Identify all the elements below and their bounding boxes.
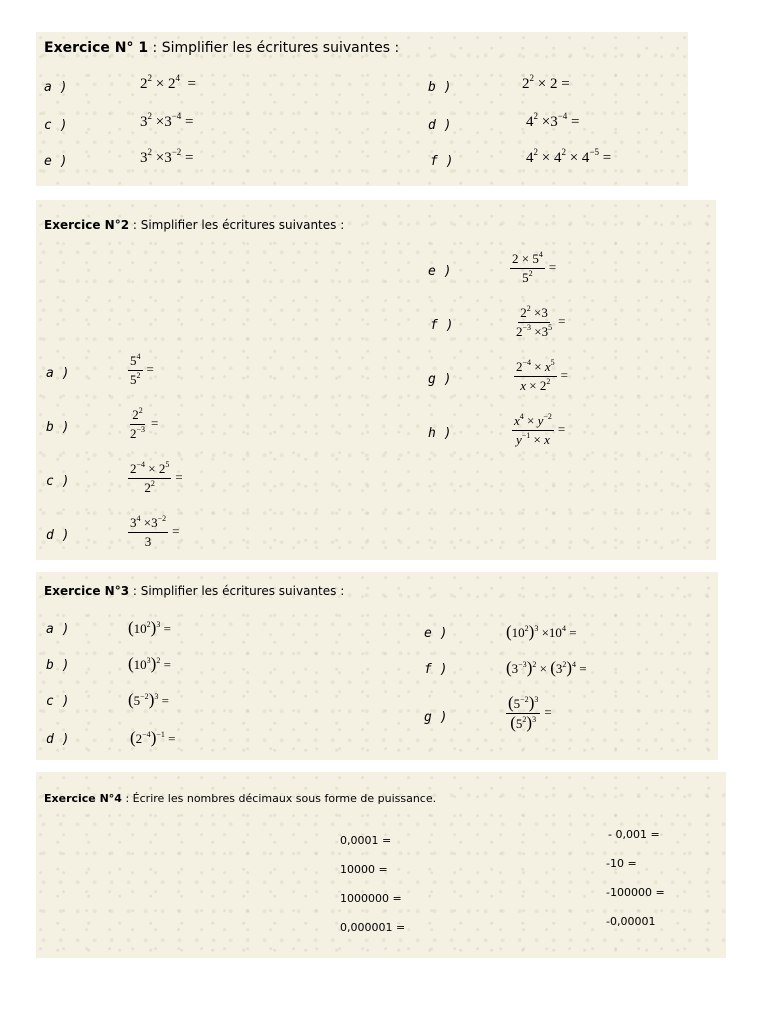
- ex3-label-g: g ): [424, 710, 448, 725]
- ex1-label-e: e ): [44, 154, 68, 169]
- ex2-label-c: c ): [46, 474, 70, 489]
- ex2-expression-g: $\frac{2^{-4} \times x^5}{x \times 2^2}$ =: [516, 358, 568, 393]
- ex2-label-f: f ): [430, 318, 454, 333]
- ex3-label-a: a ): [46, 622, 70, 637]
- ex1-label-b: b ): [428, 80, 452, 95]
- ex4-right-item-2: -10 =: [606, 857, 637, 870]
- exercise-3-title: Exercice N°3 : Simplifier les écritures suivantes :: [44, 584, 345, 598]
- ex2-expression-h: $\frac{x^4 \times y^{-2}}{y^{-1} \times x}$ =: [514, 412, 566, 447]
- ex2-expression-b: $\frac{2^2}{2^{-3}}$ =: [130, 406, 159, 441]
- ex2-label-e: e ): [428, 264, 452, 279]
- ex1-label-c: c ): [44, 118, 68, 133]
- ex3-expression-c: $(5^{-2})^3$ =: [128, 690, 169, 709]
- ex3-expression-g: $\frac{(5^{-2})^3}{(5^2)^3}$ =: [508, 693, 552, 732]
- ex1-label-a: a ): [44, 80, 68, 95]
- ex3-expression-d: $(2^{-4})^{-1}$ =: [130, 728, 176, 747]
- ex3-label-d: d ): [46, 732, 70, 747]
- ex1-expression-d: $4^2 \times 3^{-4}$ =: [526, 111, 580, 130]
- ex1-expression-c: $3^2 \times 3^{-4}$ =: [140, 111, 194, 130]
- ex1-label-d: d ): [428, 118, 452, 133]
- ex2-expression-c: $\frac{2^{-4} \times 2^5}{2^2}$ =: [130, 460, 183, 495]
- ex2-label-a: a ): [46, 366, 70, 381]
- ex4-left-item-3: 1000000 =: [340, 892, 402, 905]
- ex1-label-f: f ): [430, 154, 454, 169]
- ex3-label-f: f ): [424, 662, 448, 677]
- ex4-right-item-4: -0,00001: [606, 915, 656, 928]
- ex2-label-b: b ): [46, 420, 70, 435]
- ex3-expression-e: $(10^2)^3 \times 10^4$ =: [506, 622, 577, 641]
- ex4-left-item-4: 0,000001 =: [340, 921, 406, 934]
- ex1-expression-a: $2^2 \times 2^4$ =: [140, 73, 196, 92]
- ex2-expression-f: $\frac{2^2 \times 3}{2^{-3} \times 3^5}$ =: [516, 304, 566, 339]
- ex1-expression-b: $2^2 \times 2$ =: [522, 73, 570, 92]
- ex4-right-item-3: -100000 =: [606, 886, 665, 899]
- ex1-expression-f: $4^2 \times 4^2 \times 4^{-5}$ =: [526, 147, 612, 166]
- ex3-label-c: c ): [46, 694, 70, 709]
- ex3-expression-a: $(10^2)^3$ =: [128, 618, 171, 637]
- ex4-left-item-2: 10000 =: [340, 863, 388, 876]
- ex4-left-item-1: 0,0001 =: [340, 834, 392, 847]
- ex1-expression-e: $3^2 \times 3^{-2}$ =: [140, 147, 194, 166]
- exercise-1-title: Exercice N° 1 : Simplifier les écritures suivantes :: [44, 40, 400, 56]
- exercise-4-title: Exercice N°4 : Écrire les nombres décimaux sous forme de puissance.: [44, 792, 437, 805]
- ex3-expression-f: $(3^{-3})^2 \times (3^2)^4$ =: [506, 658, 587, 677]
- ex4-right-item-1: - 0,001 =: [608, 828, 660, 841]
- ex3-expression-b: $(10^3)^2$ =: [128, 654, 171, 673]
- ex2-label-d: d ): [46, 528, 70, 543]
- ex2-expression-e: $\frac{2 \times 5^4}{5^2}$ =: [512, 250, 557, 285]
- ex3-label-b: b ): [46, 658, 70, 673]
- ex2-label-h: h ): [428, 426, 452, 441]
- exercise-2-title: Exercice N°2 : Simplifier les écritures suivantes :: [44, 218, 345, 232]
- ex2-expression-a: $\frac{5^4}{5^2}$ =: [130, 352, 154, 387]
- ex2-label-g: g ): [428, 372, 452, 387]
- ex2-expression-d: $\frac{3^4 \times 3^{-2}}{3}$ =: [130, 514, 180, 549]
- ex3-label-e: e ): [424, 626, 448, 641]
